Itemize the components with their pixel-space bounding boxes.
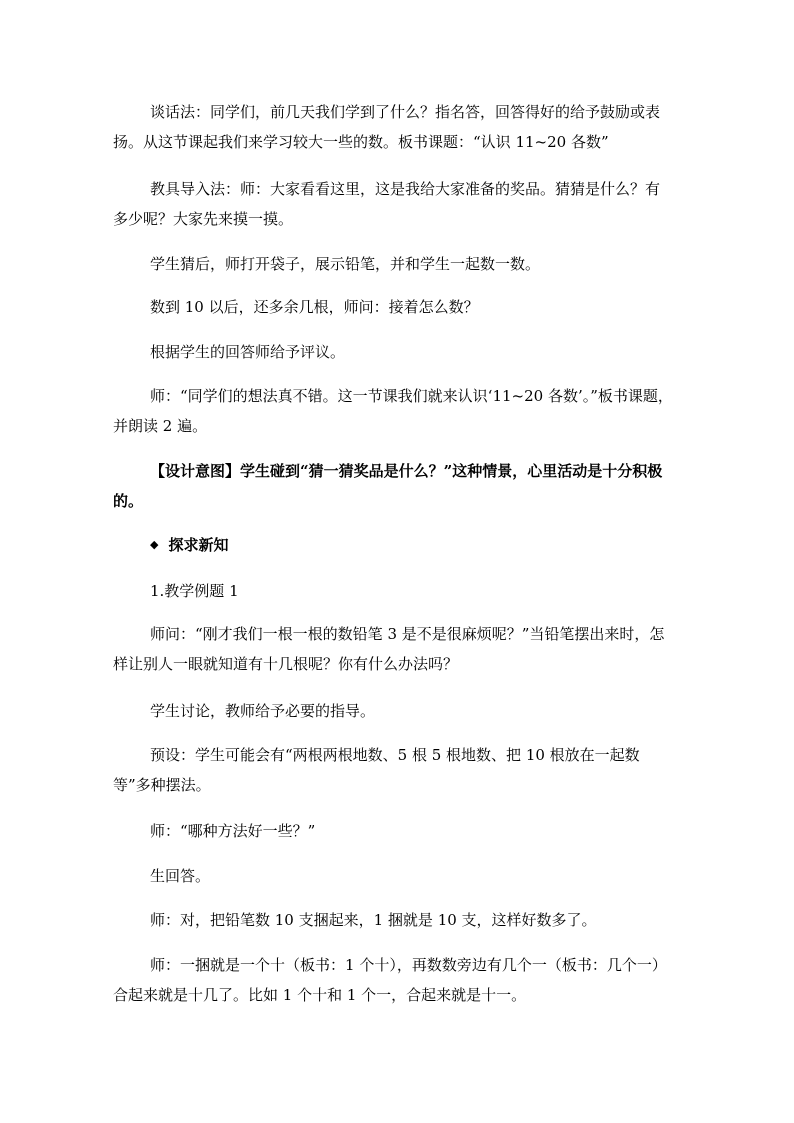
paragraph-example-title: 1.教学例题 1 xyxy=(150,582,239,600)
section-heading-text: 探求新知 xyxy=(168,536,229,554)
section-heading xyxy=(150,530,710,560)
paragraph-board-title: 师：“同学们的想法真不错。这一节课我们就来认识‘11~20 各数’。”板书课题，并朗读 2 遍。 xyxy=(113,387,673,435)
paragraph-discussion: 学生讨论，教师给予必要的指导。 xyxy=(150,702,376,720)
paragraph-student-answer: 生回答。 xyxy=(150,867,211,885)
paragraph-bundle-ten: 师：对，把铅笔数 10 支捆起来，1 捆就是 10 支，这样好数多了。 xyxy=(150,911,597,929)
paragraph-feedback: 根据学生的回答师给予评议。 xyxy=(150,343,346,361)
paragraph-intro-talk: 谈话法：同学们，前几天我们学到了什么？指名答，回答得好的给予鼓励或表扬。从这节课起我们来学习较大一些的数。板书课题：“认识 11~20 各数” xyxy=(113,103,661,151)
paragraph-teaching-aid: 教具导入法：师：大家看看这里，这是我给大家准备的奖品。猜猜是什么？有多少呢？大家先来摸一摸。 xyxy=(113,180,661,228)
paragraph-preset: 预设：学生可能会有“两根两根地数、5 根 5 根地数、把 10 根放在一起数等”多种摆法。 xyxy=(113,746,640,794)
paragraph-design-intent: 【设计意图】学生碰到“猜一猜奖品是什么？”这种情景，心里活动是十分积极的。 xyxy=(113,462,663,510)
paragraph-which-method: 师：“哪种方法好一些？” xyxy=(150,822,316,840)
paragraph-teacher-question: 师问：“刚才我们一根一根的数铅笔 3 是不是很麻烦呢？”当铅笔摆出来时，怎样让别人一眼就知道有十几根呢？你有什么办法吗？ xyxy=(113,625,665,673)
paragraph-one-ten: 师：一捆就是一个十（板书：1 个十），再数数旁边有几个一（板书：几个一）合起来就是十几了。比如 1 个十和 1 个一，合起来就是十一。 xyxy=(113,956,667,1004)
diamond-bullet-icon: ◆ xyxy=(150,538,159,551)
paragraph-students-guess: 学生猜后，师打开袋子，展示铅笔，并和学生一起数一数。 xyxy=(150,255,541,273)
paragraph-count-past-ten: 数到 10 以后，还多余几根，师问：接着怎么数？ xyxy=(150,298,479,316)
